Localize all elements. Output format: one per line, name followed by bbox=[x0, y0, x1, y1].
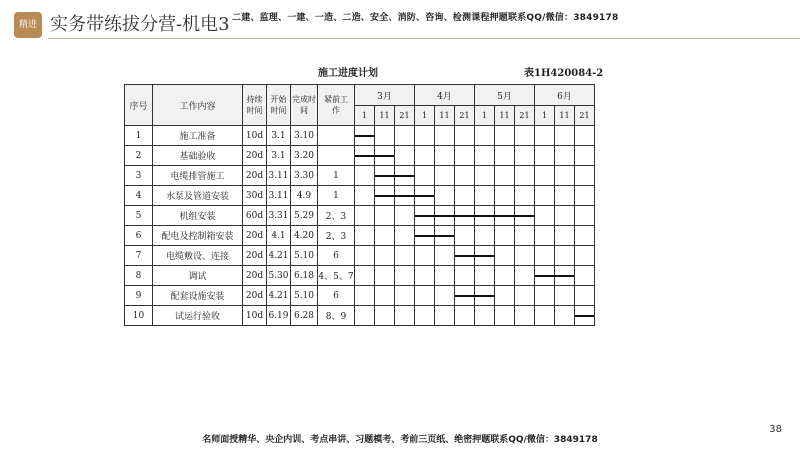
gantt-cell bbox=[555, 166, 575, 186]
row-finish: 5.29 bbox=[291, 206, 318, 226]
header-work: 工作内容 bbox=[153, 85, 243, 126]
gantt-cell bbox=[475, 166, 495, 186]
table-row bbox=[125, 286, 595, 306]
gantt-cell bbox=[515, 246, 535, 266]
row-finish: 5.10 bbox=[291, 286, 318, 306]
row-predecessor: 8、9 bbox=[318, 306, 355, 326]
row-finish: 3.20 bbox=[291, 146, 318, 166]
row-work: 机组安装 bbox=[153, 206, 243, 226]
gantt-cell bbox=[575, 226, 595, 246]
gantt-cell bbox=[435, 126, 455, 146]
row-seq: 8 bbox=[125, 266, 153, 286]
gantt-cell bbox=[395, 266, 415, 286]
header-duration: 持续时间 bbox=[243, 85, 267, 126]
gantt-cell bbox=[435, 206, 455, 226]
gantt-cell bbox=[535, 266, 555, 286]
table-row bbox=[125, 246, 595, 266]
row-duration: 60d bbox=[243, 206, 267, 226]
gantt-cell bbox=[455, 206, 475, 226]
row-work: 配套设施安装 bbox=[153, 286, 243, 306]
gantt-cell bbox=[355, 246, 375, 266]
table-title: 施工进度计划 bbox=[318, 68, 378, 79]
gantt-cell bbox=[515, 166, 535, 186]
row-start: 3.11 bbox=[267, 186, 291, 206]
row-predecessor: 2、3 bbox=[318, 226, 355, 246]
row-work: 试运行验收 bbox=[153, 306, 243, 326]
row-start: 3.31 bbox=[267, 206, 291, 226]
row-finish: 5.10 bbox=[291, 246, 318, 266]
gantt-cell bbox=[495, 126, 515, 146]
day-tick: 11 bbox=[375, 106, 395, 126]
day-tick: 11 bbox=[555, 106, 575, 126]
gantt-cell bbox=[435, 186, 455, 206]
gantt-cell bbox=[435, 246, 455, 266]
row-start: 4.1 bbox=[267, 226, 291, 246]
row-work: 施工准备 bbox=[153, 126, 243, 146]
gantt-cell bbox=[495, 246, 515, 266]
row-predecessor: 1 bbox=[318, 186, 355, 206]
gantt-cell bbox=[515, 286, 535, 306]
gantt-cell bbox=[535, 206, 555, 226]
gantt-cell bbox=[575, 146, 595, 166]
row-seq: 5 bbox=[125, 206, 153, 226]
gantt-cell bbox=[435, 146, 455, 166]
gantt-cell bbox=[495, 286, 515, 306]
gantt-cell bbox=[355, 286, 375, 306]
gantt-cell bbox=[555, 206, 575, 226]
row-duration: 20d bbox=[243, 166, 267, 186]
row-start: 4.21 bbox=[267, 246, 291, 266]
gantt-cell bbox=[535, 146, 555, 166]
row-predecessor bbox=[318, 146, 355, 166]
day-tick: 21 bbox=[515, 106, 535, 126]
row-work: 电缆敷设、连接 bbox=[153, 246, 243, 266]
gantt-cell bbox=[355, 306, 375, 326]
gantt-cell bbox=[575, 306, 595, 326]
gantt-cell bbox=[455, 226, 475, 246]
row-duration: 20d bbox=[243, 266, 267, 286]
row-finish: 4.20 bbox=[291, 226, 318, 246]
table-code: 表1H420084-2 bbox=[524, 68, 604, 79]
row-seq: 6 bbox=[125, 226, 153, 246]
day-tick: 1 bbox=[475, 106, 495, 126]
row-duration: 20d bbox=[243, 286, 267, 306]
row-start: 6.19 bbox=[267, 306, 291, 326]
row-seq: 7 bbox=[125, 246, 153, 266]
gantt-cell bbox=[475, 246, 495, 266]
gantt-cell bbox=[455, 246, 475, 266]
row-seq: 1 bbox=[125, 126, 153, 146]
day-tick: 1 bbox=[355, 106, 375, 126]
gantt-cell bbox=[575, 286, 595, 306]
table-row bbox=[125, 266, 595, 286]
row-duration: 20d bbox=[243, 226, 267, 246]
month-header: 5月 bbox=[475, 85, 535, 106]
gantt-cell bbox=[515, 306, 535, 326]
gantt-cell bbox=[575, 266, 595, 286]
header-tagline: 二建、监理、一建、一造、二造、安全、消防、咨询、检测课程押题联系QQ/微信：3849178 bbox=[232, 13, 619, 23]
gantt-cell bbox=[375, 286, 395, 306]
header-finish: 完成时间 bbox=[291, 85, 318, 126]
gantt-cell bbox=[375, 206, 395, 226]
gantt-cell bbox=[535, 226, 555, 246]
month-header: 3月 bbox=[355, 85, 415, 106]
gantt-cell bbox=[515, 226, 535, 246]
gantt-cell bbox=[515, 206, 535, 226]
row-seq: 3 bbox=[125, 166, 153, 186]
row-predecessor: 2、3 bbox=[318, 206, 355, 226]
table-row bbox=[125, 186, 595, 206]
gantt-cell bbox=[535, 166, 555, 186]
row-duration: 10d bbox=[243, 306, 267, 326]
gantt-cell bbox=[455, 286, 475, 306]
gantt-bar bbox=[575, 315, 594, 317]
gantt-cell bbox=[535, 286, 555, 306]
gantt-cell bbox=[375, 186, 395, 206]
gantt-cell bbox=[575, 246, 595, 266]
gantt-cell bbox=[495, 306, 515, 326]
gantt-cell bbox=[375, 246, 395, 266]
gantt-cell bbox=[355, 146, 375, 166]
schedule-body bbox=[125, 126, 595, 326]
gantt-cell bbox=[415, 226, 435, 246]
gantt-cell bbox=[415, 166, 435, 186]
row-start: 3.1 bbox=[267, 146, 291, 166]
gantt-cell bbox=[375, 146, 395, 166]
gantt-cell bbox=[495, 166, 515, 186]
gantt-cell bbox=[435, 166, 455, 186]
gantt-cell bbox=[355, 186, 375, 206]
gantt-cell bbox=[475, 286, 495, 306]
row-duration: 10d bbox=[243, 126, 267, 146]
gantt-cell bbox=[455, 126, 475, 146]
gantt-cell bbox=[555, 246, 575, 266]
row-duration: 20d bbox=[243, 146, 267, 166]
gantt-cell bbox=[515, 186, 535, 206]
gantt-cell bbox=[395, 226, 415, 246]
row-seq: 9 bbox=[125, 286, 153, 306]
header-seq: 序号 bbox=[125, 85, 153, 126]
gantt-cell bbox=[555, 126, 575, 146]
gantt-cell bbox=[535, 126, 555, 146]
footer-tagline: 名师面授精华、央企内训、考点串讲、习题模考、考前三页纸、绝密押题联系QQ/微信：3849178 bbox=[202, 435, 598, 445]
row-finish: 3.30 bbox=[291, 166, 318, 186]
row-predecessor bbox=[318, 126, 355, 146]
row-seq: 4 bbox=[125, 186, 153, 206]
row-finish: 4.9 bbox=[291, 186, 318, 206]
gantt-cell bbox=[455, 166, 475, 186]
gantt-cell bbox=[435, 306, 455, 326]
day-tick: 21 bbox=[575, 106, 595, 126]
gantt-cell bbox=[355, 266, 375, 286]
table-row bbox=[125, 226, 595, 246]
gantt-cell bbox=[555, 266, 575, 286]
gantt-cell bbox=[435, 226, 455, 246]
gantt-cell bbox=[475, 206, 495, 226]
table-row bbox=[125, 126, 595, 146]
header-start: 开始时间 bbox=[267, 85, 291, 126]
gantt-cell bbox=[475, 266, 495, 286]
gantt-cell bbox=[455, 306, 475, 326]
gantt-cell bbox=[415, 146, 435, 166]
gantt-cell bbox=[395, 246, 415, 266]
row-start: 4.21 bbox=[267, 286, 291, 306]
gantt-cell bbox=[555, 286, 575, 306]
gantt-cell bbox=[515, 146, 535, 166]
gantt-cell bbox=[475, 306, 495, 326]
gantt-bar bbox=[355, 135, 374, 137]
schedule-table bbox=[124, 84, 595, 326]
gantt-cell bbox=[555, 226, 575, 246]
gantt-cell bbox=[495, 266, 515, 286]
brand-title: 实务带练拔分营-机电3 bbox=[50, 14, 230, 35]
row-finish: 6.28 bbox=[291, 306, 318, 326]
gantt-cell bbox=[575, 206, 595, 226]
logo-badge: 精进 bbox=[14, 12, 42, 38]
gantt-cell bbox=[455, 146, 475, 166]
gantt-cell bbox=[415, 186, 435, 206]
gantt-cell bbox=[575, 186, 595, 206]
row-predecessor: 6 bbox=[318, 246, 355, 266]
gantt-cell bbox=[475, 126, 495, 146]
gantt-cell bbox=[495, 226, 515, 246]
day-tick: 21 bbox=[395, 106, 415, 126]
day-tick: 11 bbox=[435, 106, 455, 126]
gantt-cell bbox=[515, 266, 535, 286]
gantt-cell bbox=[415, 306, 435, 326]
gantt-cell bbox=[515, 126, 535, 146]
row-predecessor: 1 bbox=[318, 166, 355, 186]
gantt-cell bbox=[375, 226, 395, 246]
row-work: 水泵及管道安装 bbox=[153, 186, 243, 206]
row-work: 电缆排管施工 bbox=[153, 166, 243, 186]
gantt-cell bbox=[435, 266, 455, 286]
gantt-cell bbox=[415, 246, 435, 266]
gantt-cell bbox=[495, 186, 515, 206]
gantt-cell bbox=[375, 126, 395, 146]
gantt-cell bbox=[475, 226, 495, 246]
gantt-cell bbox=[435, 286, 455, 306]
day-tick: 1 bbox=[415, 106, 435, 126]
gantt-cell bbox=[415, 286, 435, 306]
row-seq: 2 bbox=[125, 146, 153, 166]
gantt-cell bbox=[395, 166, 415, 186]
gantt-cell bbox=[495, 146, 515, 166]
table-row bbox=[125, 146, 595, 166]
gantt-cell bbox=[535, 246, 555, 266]
gantt-cell bbox=[395, 126, 415, 146]
gantt-cell bbox=[475, 186, 495, 206]
row-start: 3.1 bbox=[267, 126, 291, 146]
row-start: 3.11 bbox=[267, 166, 291, 186]
gantt-cell bbox=[535, 186, 555, 206]
month-header: 6月 bbox=[535, 85, 595, 106]
table-row bbox=[125, 306, 595, 326]
gantt-cell bbox=[415, 126, 435, 146]
month-header: 4月 bbox=[415, 85, 475, 106]
row-work: 调试 bbox=[153, 266, 243, 286]
header-divider bbox=[48, 38, 800, 39]
day-tick: 21 bbox=[455, 106, 475, 126]
table-row bbox=[125, 206, 595, 226]
gantt-cell bbox=[415, 266, 435, 286]
gantt-cell bbox=[555, 146, 575, 166]
page-number: 38 bbox=[769, 424, 782, 435]
gantt-cell bbox=[455, 186, 475, 206]
gantt-cell bbox=[555, 186, 575, 206]
gantt-cell bbox=[355, 166, 375, 186]
gantt-cell bbox=[375, 306, 395, 326]
gantt-cell bbox=[375, 166, 395, 186]
gantt-cell bbox=[475, 146, 495, 166]
gantt-cell bbox=[355, 126, 375, 146]
row-work: 配电及控制箱安装 bbox=[153, 226, 243, 246]
table-row bbox=[125, 166, 595, 186]
gantt-cell bbox=[535, 306, 555, 326]
gantt-cell bbox=[395, 146, 415, 166]
row-predecessor: 6 bbox=[318, 286, 355, 306]
row-seq: 10 bbox=[125, 306, 153, 326]
gantt-cell bbox=[395, 306, 415, 326]
day-tick: 11 bbox=[495, 106, 515, 126]
row-start: 5.30 bbox=[267, 266, 291, 286]
gantt-cell bbox=[355, 226, 375, 246]
gantt-cell bbox=[495, 206, 515, 226]
gantt-cell bbox=[415, 206, 435, 226]
row-duration: 30d bbox=[243, 186, 267, 206]
gantt-cell bbox=[355, 206, 375, 226]
gantt-cell bbox=[555, 306, 575, 326]
row-finish: 3.10 bbox=[291, 126, 318, 146]
day-tick: 1 bbox=[535, 106, 555, 126]
gantt-cell bbox=[395, 206, 415, 226]
row-work: 基础验收 bbox=[153, 146, 243, 166]
row-finish: 6.18 bbox=[291, 266, 318, 286]
gantt-cell bbox=[395, 286, 415, 306]
gantt-cell bbox=[455, 266, 475, 286]
gantt-cell bbox=[375, 266, 395, 286]
row-predecessor: 4、5、7 bbox=[318, 266, 355, 286]
header-predecessor: 紧前工作 bbox=[318, 85, 355, 126]
row-duration: 20d bbox=[243, 246, 267, 266]
gantt-cell bbox=[575, 126, 595, 146]
gantt-cell bbox=[575, 166, 595, 186]
gantt-cell bbox=[395, 186, 415, 206]
